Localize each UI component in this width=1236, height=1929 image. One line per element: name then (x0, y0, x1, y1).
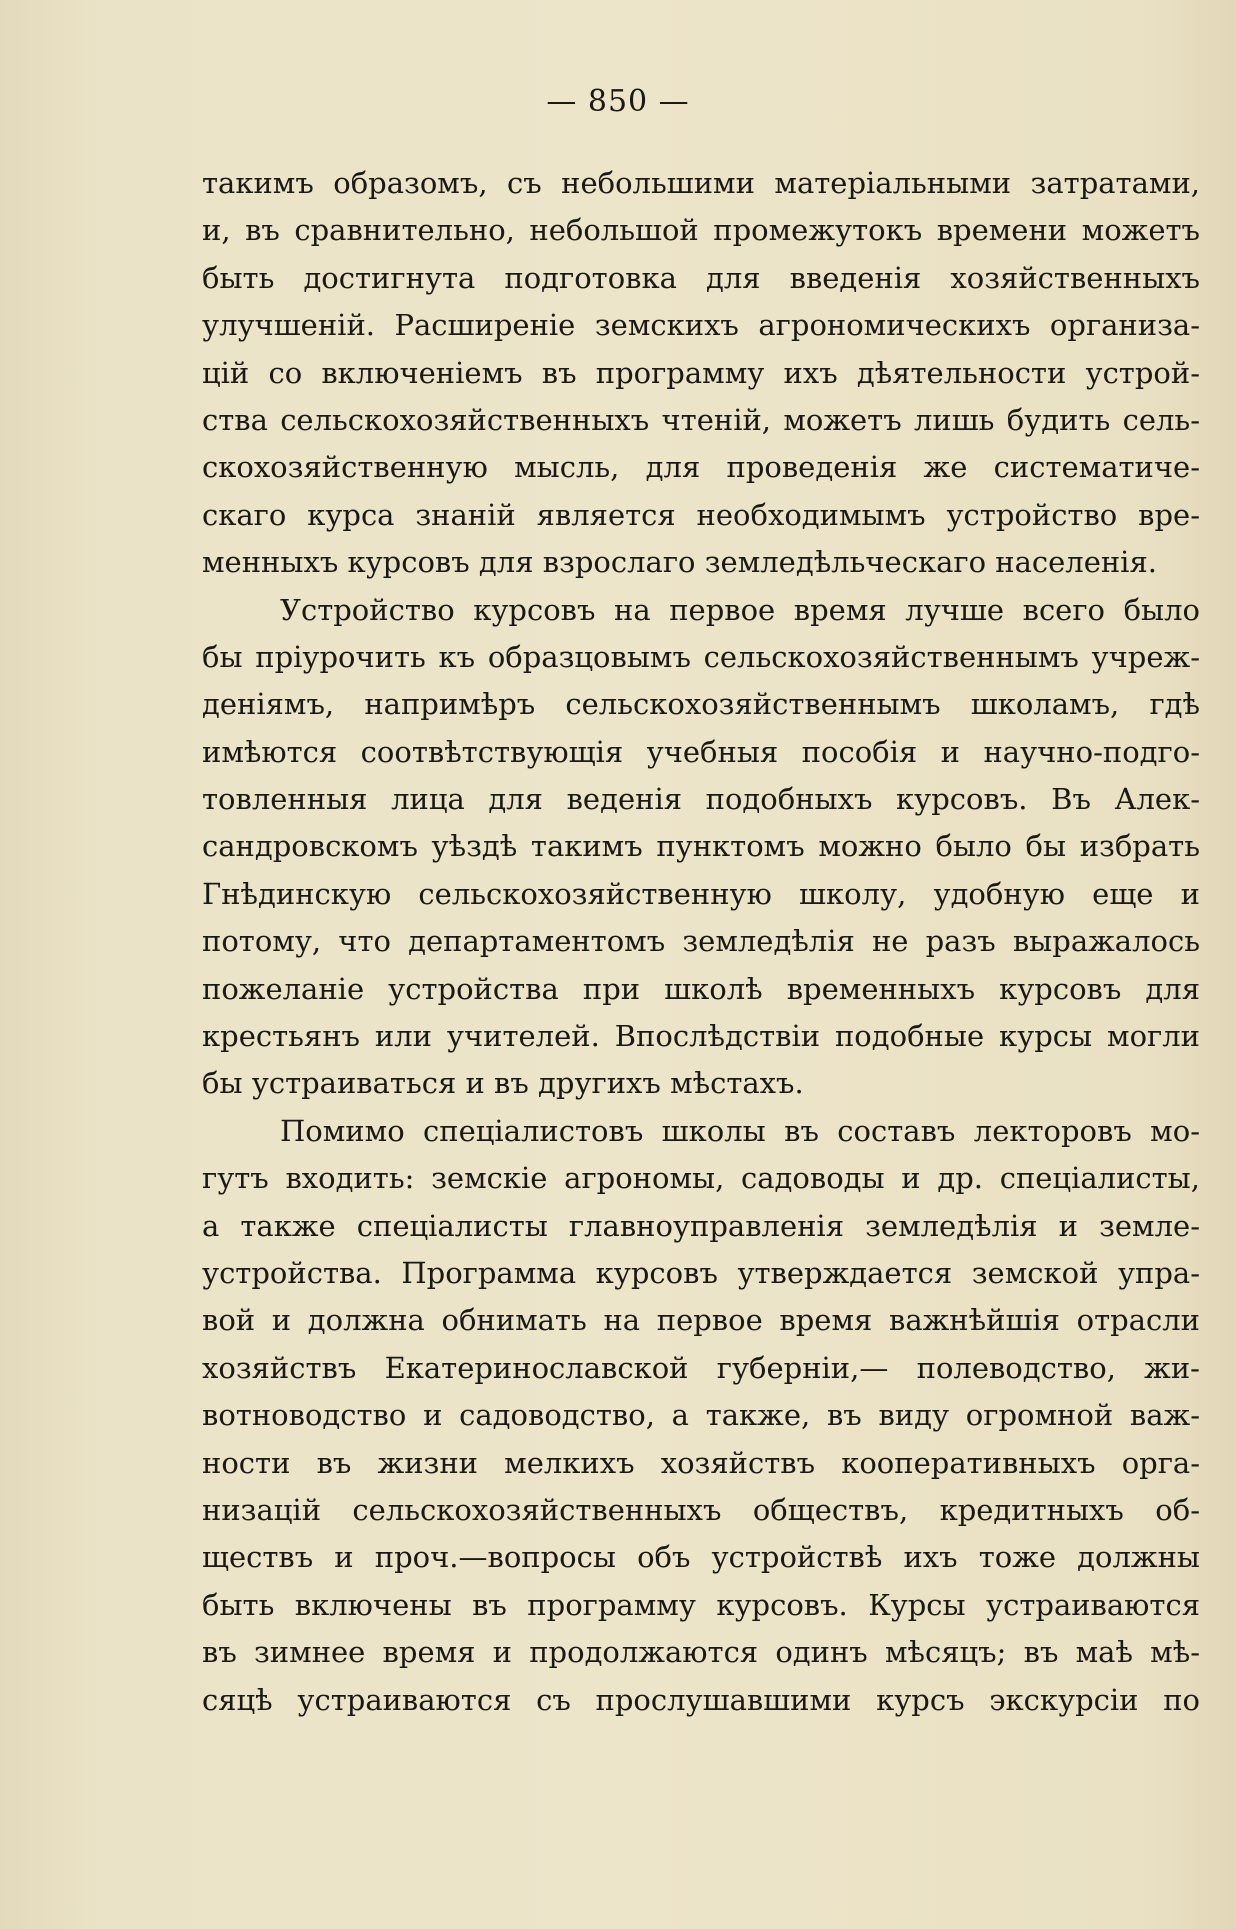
text-line: сяцѣ устраиваются съ прослушавшими курсъ экскурсіи по (202, 1682, 1200, 1717)
text-line: и, въ сравнительно, небольшой промежутокъ времени можетъ (202, 213, 1200, 248)
text-line: скохозяйственную мысль, для проведенія же систематиче- (202, 450, 1200, 485)
text-line: бы пріурочить къ образцовымъ сельскохозяйственнымъ учреж- (202, 639, 1200, 674)
page-number: — 850 — (546, 84, 690, 119)
text-line: товленныя лица для веденія подобныхъ курсовъ. Въ Алек- (202, 782, 1200, 817)
text-line: такимъ образомъ, съ небольшими матеріальными затратами, (202, 166, 1200, 200)
text-line: ства сельскохозяйственныхъ чтеній, можетъ лишь будить сель- (202, 402, 1200, 437)
text-line: а также спеціалисты главноуправленія земледѣлія и земле- (202, 1208, 1200, 1243)
text-line: скаго курса знаній является необходимымъ устройство вре- (202, 497, 1200, 532)
text-line: гутъ входить: земскіе агрономы, садоводы и др. спеціалисты, (202, 1161, 1200, 1196)
text-line: ществъ и проч.—вопросы объ устройствѣ ихъ тоже должны (202, 1540, 1200, 1575)
text-line: сандровскомъ уѣздѣ такимъ пунктомъ можно было бы избрать (202, 829, 1200, 864)
text-line: менныхъ курсовъ для взрослаго земледѣльческаго населенія. (202, 545, 1157, 580)
text-line: Гнѣдинскую сельскохозяйственную школу, удобную еще и (202, 876, 1200, 911)
text-line: быть включены въ программу курсовъ. Курсы устраиваются (202, 1587, 1200, 1622)
text-line: Устройство курсовъ на первое время лучше всего было (280, 592, 1200, 627)
text-line: низацій сельскохозяйственныхъ обществъ, кредитныхъ об- (202, 1492, 1200, 1527)
text-line: имѣются соотвѣтствующія учебныя пособія и научно-подго- (202, 734, 1200, 769)
body-text (202, 160, 1200, 1724)
text-line: потому, что департаментомъ земледѣлія не разъ выражалось (202, 924, 1200, 959)
text-line: крестьянъ или учителей. Впослѣдствіи подобные курсы могли (202, 1019, 1200, 1054)
text-line: вотноводство и садоводство, а также, въ виду огромной важ- (202, 1398, 1200, 1433)
text-line: деніямъ, напримѣръ сельскохозяйственнымъ школамъ, гдѣ (202, 687, 1200, 722)
text-line: улучшеній. Расширеніе земскихъ агрономическихъ организа- (202, 308, 1200, 343)
text-line: устройства. Программа курсовъ утверждается земской упра- (202, 1255, 1200, 1290)
text-line: быть достигнута подготовка для введенія хозяйственныхъ (202, 260, 1200, 295)
text-line: вой и должна обнимать на первое время важнѣйшія отрасли (202, 1303, 1200, 1338)
text-line: ности въ жизни мелкихъ хозяйствъ кооперативныхъ орга- (202, 1445, 1200, 1480)
text-line: хозяйствъ Екатеринославской губерніи,— полеводство, жи- (202, 1350, 1200, 1385)
text-line: въ зимнее время и продолжаются одинъ мѣсяцъ; въ маѣ мѣ- (202, 1635, 1200, 1670)
text-line: бы устраиваться и въ другихъ мѣстахъ. (202, 1066, 804, 1101)
text-line: цій со включеніемъ въ программу ихъ дѣятельности устрой- (202, 355, 1200, 390)
text-line: пожеланіе устройства при школѣ временныхъ курсовъ для (202, 971, 1200, 1006)
text-line: Помимо спеціалистовъ школы въ составъ лекторовъ мо- (280, 1113, 1200, 1148)
